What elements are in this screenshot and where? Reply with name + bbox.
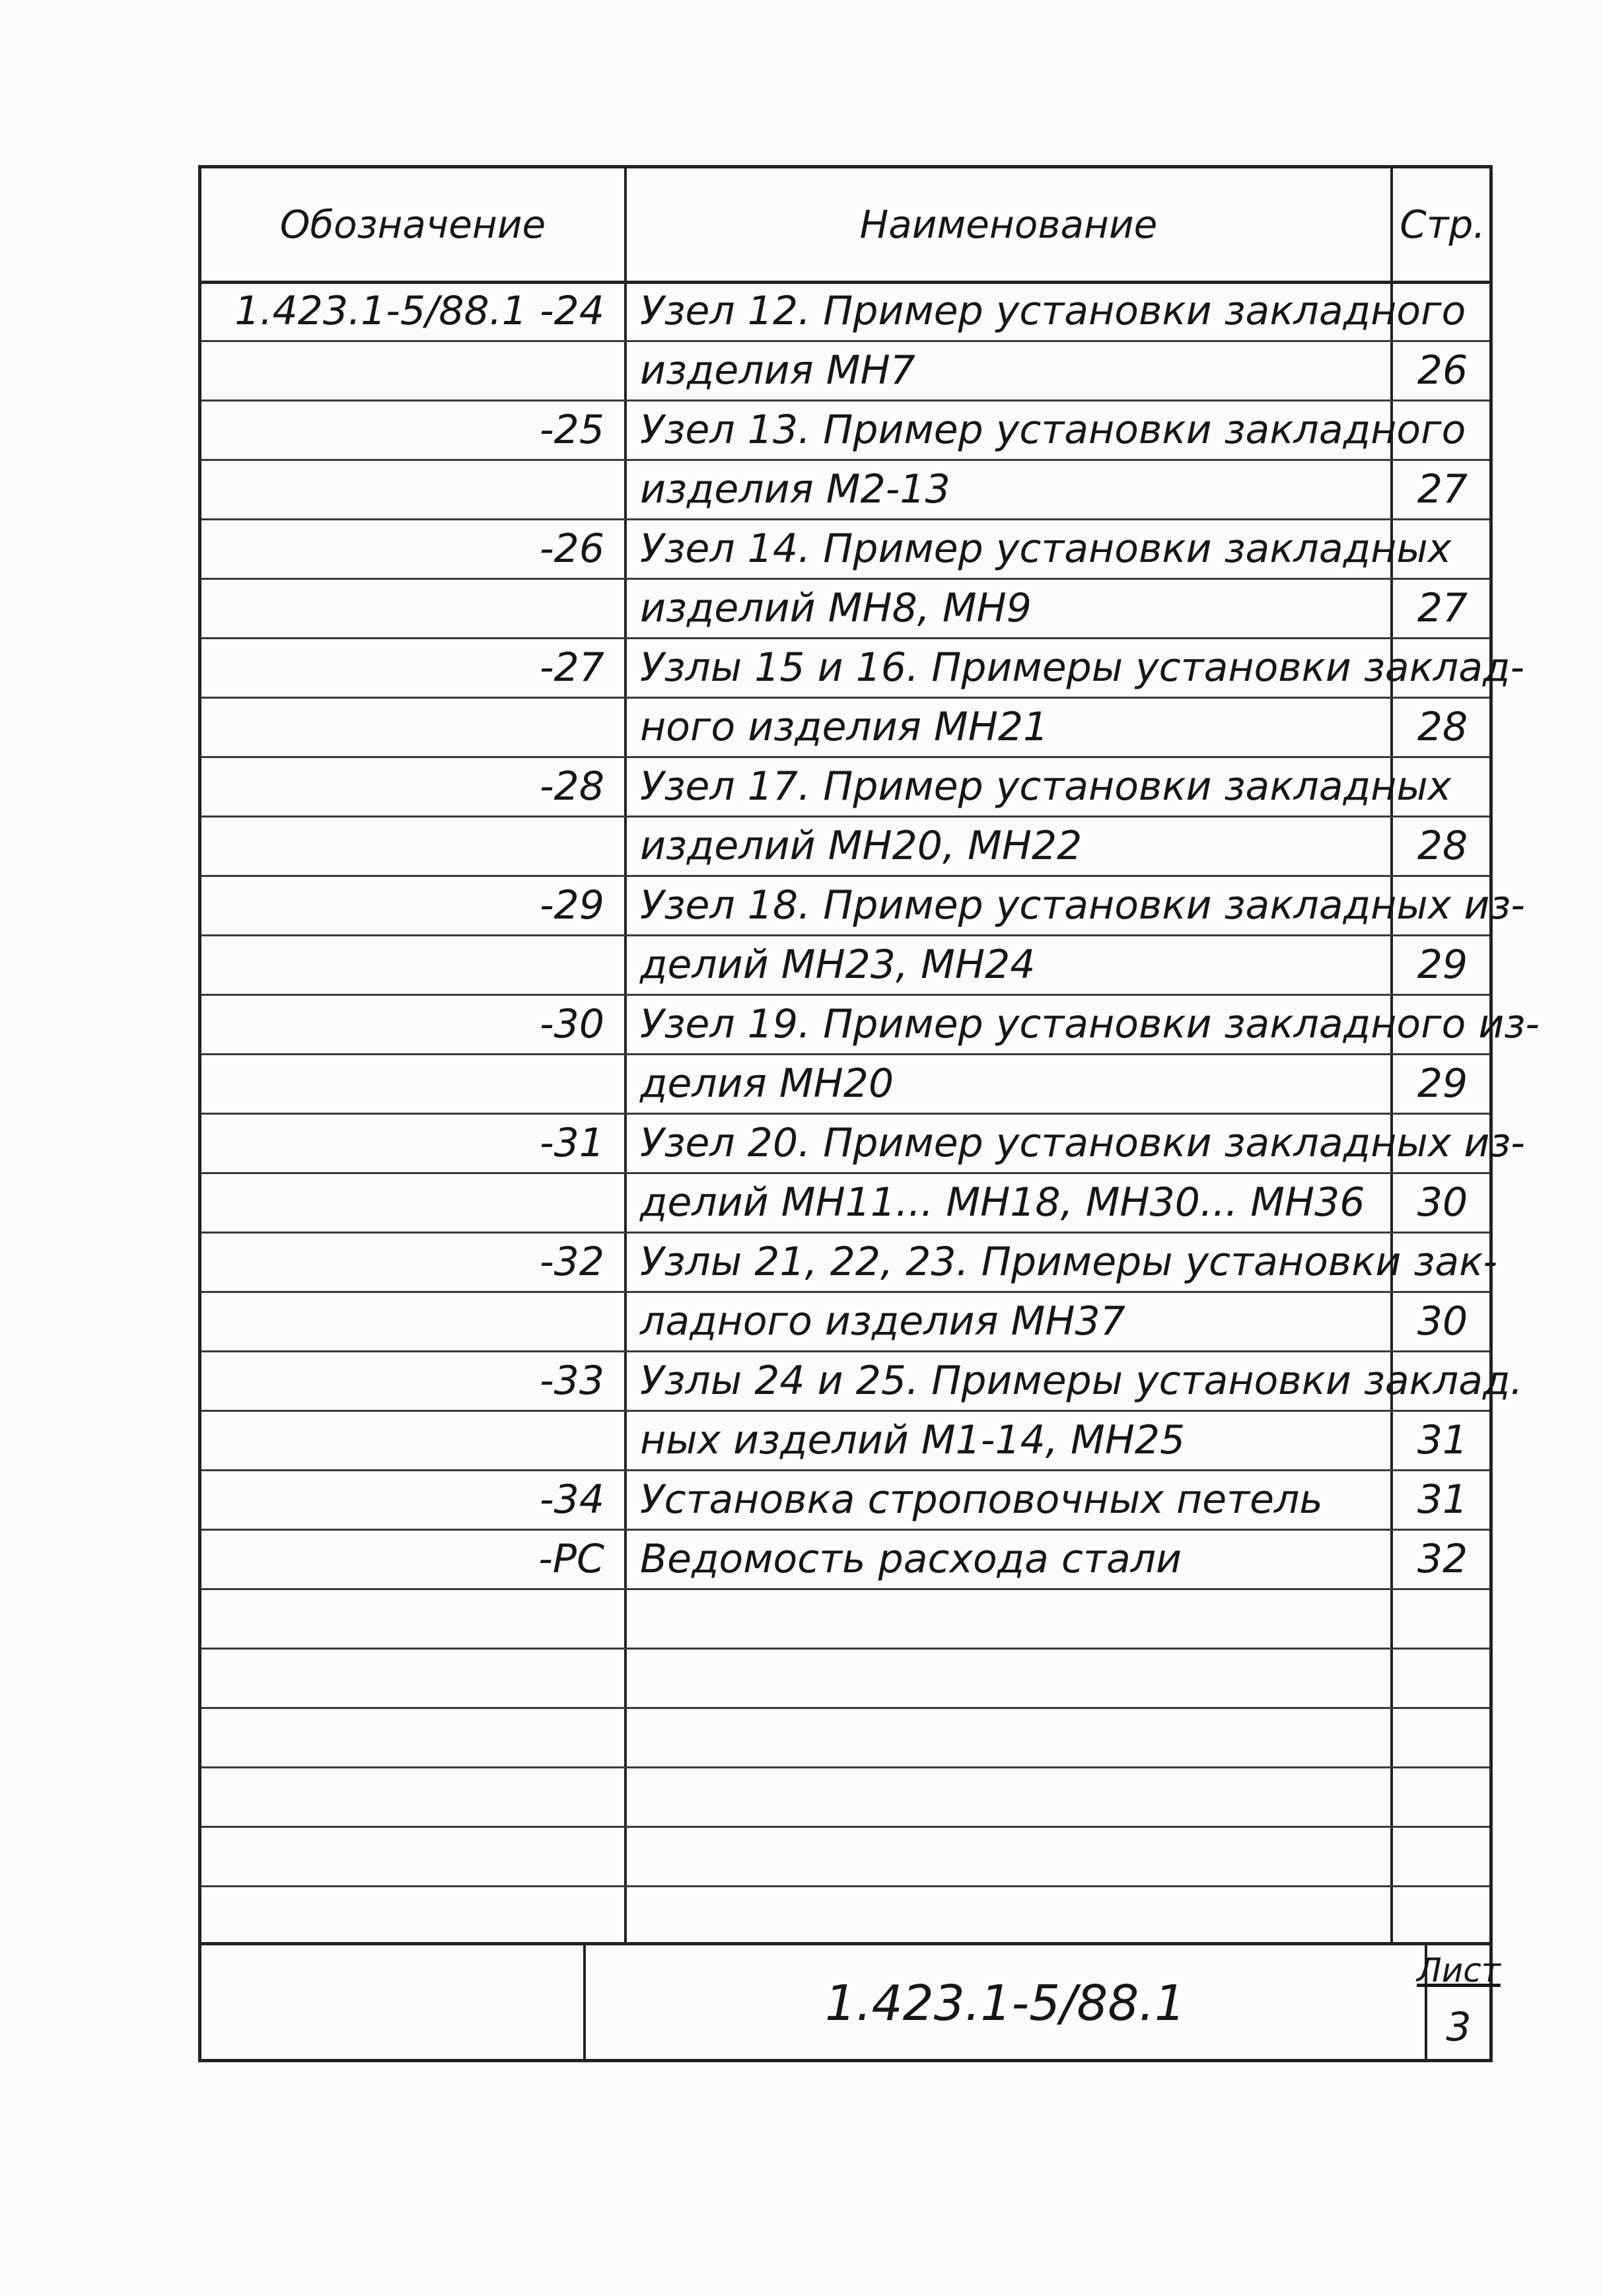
row-designation — [201, 580, 604, 636]
row-name: Узел 19. Пример установки закладного из- — [640, 1001, 1540, 1047]
row-page: 29 — [1417, 1061, 1468, 1107]
row-designation: -26 — [540, 526, 604, 572]
row-divider — [201, 934, 1489, 936]
row-name: изделий МН8, МН9 — [640, 585, 1032, 631]
row-divider — [201, 1826, 1489, 1828]
row-name: Узел 18. Пример установки закладных из- — [640, 882, 1525, 928]
row-designation — [201, 1294, 604, 1349]
header-name: Наименование — [859, 202, 1158, 247]
row-name: ладного изделия МН37 — [640, 1298, 1125, 1344]
row-page: 30 — [1417, 1298, 1468, 1344]
document-code: 1.423.1-5/88.1 — [825, 1975, 1186, 2032]
row-page: 28 — [1417, 704, 1468, 750]
row-designation — [201, 818, 604, 874]
row-page: 31 — [1417, 1417, 1468, 1463]
row-page: 31 — [1417, 1477, 1468, 1523]
row-designation — [201, 343, 604, 398]
row-page — [1393, 1828, 1492, 1884]
row-name — [640, 1650, 1386, 1706]
row-name — [640, 1591, 1386, 1646]
row-name: Узел 14. Пример установки закладных — [640, 526, 1452, 572]
row-designation — [201, 1175, 604, 1230]
row-name: Узлы 15 и 16. Примеры установки заклад- — [640, 644, 1525, 691]
row-divider — [201, 756, 1489, 758]
row-name: Узел 12. Пример установки закладного — [640, 288, 1466, 334]
row-name — [640, 1710, 1386, 1765]
row-divider — [201, 1232, 1489, 1234]
row-page — [1393, 1769, 1492, 1825]
row-divider — [201, 1172, 1489, 1174]
row-name: изделий МН20, МН22 — [640, 823, 1083, 869]
row-page — [1393, 1710, 1492, 1765]
row-name: ных изделий М1-14, МН25 — [640, 1417, 1186, 1463]
row-page: 27 — [1417, 466, 1468, 512]
column-divider-designation — [624, 168, 627, 1942]
row-divider — [201, 1113, 1489, 1115]
row-page — [1393, 1650, 1492, 1706]
row-designation — [201, 699, 604, 755]
row-divider — [201, 1707, 1489, 1709]
row-designation — [201, 1828, 604, 1884]
row-name: Ведомость расхода стали — [640, 1536, 1182, 1582]
row-name — [640, 1888, 1386, 1943]
row-page — [1393, 283, 1492, 339]
row-divider — [201, 1410, 1489, 1412]
row-page: 32 — [1417, 1536, 1468, 1582]
row-name: делий МН11... МН18, МН30... МН36 — [640, 1179, 1365, 1226]
row-name: Узел 20. Пример установки закладных из- — [640, 1120, 1525, 1166]
row-designation — [201, 1591, 604, 1646]
drawing-sheet — [198, 165, 1540, 2062]
row-name: Установка строповочных петель — [640, 1477, 1323, 1523]
row-designation: -30 — [540, 1001, 604, 1047]
row-designation — [201, 1056, 604, 1111]
row-divider — [201, 340, 1489, 342]
row-designation: -28 — [540, 763, 604, 810]
row-page — [1393, 996, 1492, 1052]
row-page — [1393, 878, 1492, 933]
sheet-label: Лист — [1417, 1951, 1501, 1990]
row-designation — [201, 1888, 604, 1943]
row-divider — [201, 1469, 1489, 1471]
row-page: 28 — [1417, 823, 1468, 869]
row-divider — [201, 1766, 1489, 1768]
row-page — [1393, 640, 1492, 695]
row-divider — [201, 1588, 1489, 1590]
row-divider — [201, 994, 1489, 996]
row-page — [1393, 759, 1492, 814]
row-name: изделия МН7 — [640, 347, 915, 394]
row-name — [640, 1828, 1386, 1884]
row-divider — [201, 400, 1489, 401]
row-designation — [201, 1650, 604, 1706]
row-designation: -32 — [540, 1239, 604, 1285]
row-designation — [201, 937, 604, 992]
row-designation — [201, 462, 604, 517]
row-page — [1393, 1234, 1492, 1290]
row-divider — [201, 637, 1489, 639]
row-divider — [201, 1648, 1489, 1650]
row-name: изделия М2-13 — [640, 466, 950, 512]
row-designation: -РС — [538, 1536, 604, 1582]
row-divider — [201, 875, 1489, 877]
row-designation: -33 — [540, 1358, 604, 1404]
row-page — [1393, 1888, 1492, 1943]
row-divider — [201, 1291, 1489, 1293]
sheet-number: 3 — [1446, 2004, 1472, 2050]
row-divider — [201, 578, 1489, 580]
row-divider — [201, 459, 1489, 461]
row-designation — [201, 1769, 604, 1825]
row-name: делия МН20 — [640, 1061, 894, 1107]
row-divider — [201, 697, 1489, 699]
row-designation — [201, 1710, 604, 1765]
row-divider — [201, 1350, 1489, 1352]
row-name: Узлы 21, 22, 23. Примеры установки зак- — [640, 1239, 1498, 1285]
row-divider — [201, 1885, 1489, 1887]
header-page: Стр. — [1400, 202, 1485, 247]
row-page — [1393, 1353, 1492, 1409]
row-page: 27 — [1417, 585, 1468, 631]
row-designation: -31 — [540, 1120, 604, 1166]
row-page: 26 — [1417, 347, 1468, 394]
header-designation: Обозначение — [279, 202, 546, 247]
row-page — [1393, 402, 1492, 458]
row-name: делий МН23, МН24 — [640, 942, 1036, 988]
row-name — [640, 1769, 1386, 1825]
row-page — [1393, 1591, 1492, 1646]
row-divider — [201, 518, 1489, 520]
row-designation — [201, 1412, 604, 1468]
row-divider — [201, 1053, 1489, 1055]
row-name: Узлы 24 и 25. Примеры установки заклад. — [640, 1358, 1523, 1404]
row-designation: -25 — [540, 407, 604, 453]
row-page: 30 — [1417, 1179, 1468, 1226]
row-designation: -27 — [540, 644, 604, 691]
row-designation: 1.423.1-5/88.1 -24 — [234, 288, 604, 334]
row-name: Узел 17. Пример установки закладных — [640, 763, 1452, 810]
row-name: Узел 13. Пример установки закладного — [640, 407, 1466, 453]
row-divider — [201, 816, 1489, 818]
row-divider — [201, 1529, 1489, 1531]
row-designation: -34 — [540, 1477, 604, 1523]
row-designation: -29 — [540, 882, 604, 928]
row-page — [1393, 1115, 1492, 1171]
row-page: 29 — [1417, 942, 1468, 988]
row-name: ного изделия МН21 — [640, 704, 1049, 750]
row-page — [1393, 521, 1492, 576]
